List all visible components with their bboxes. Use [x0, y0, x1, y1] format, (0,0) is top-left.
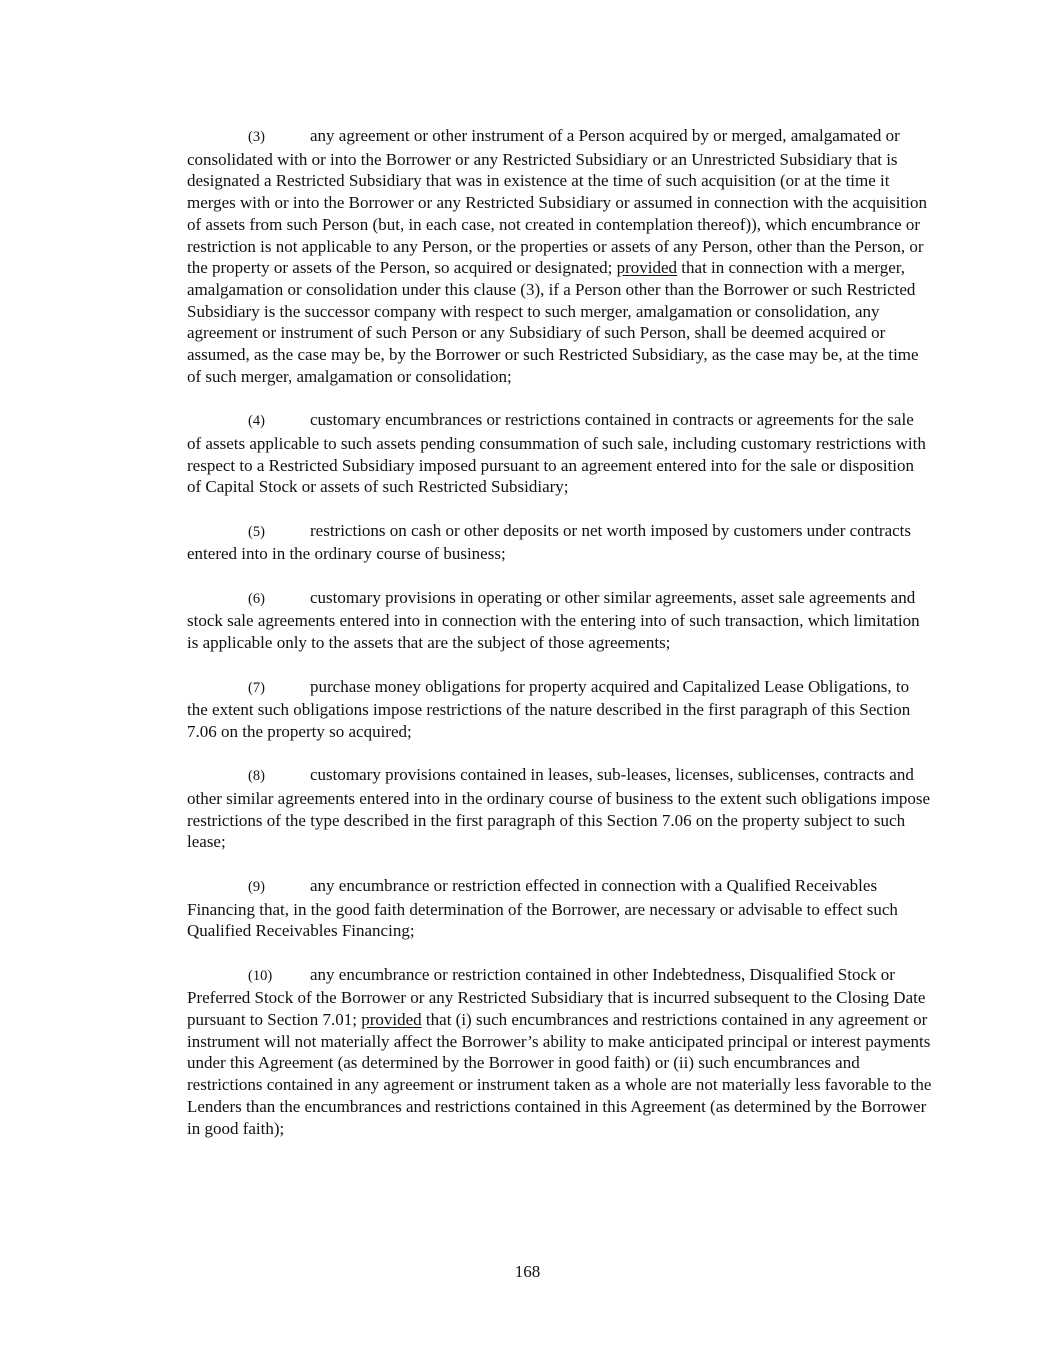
clause-text: that (i) such encumbrances and restrictions contained in any agreement or instrument will not materially affect the Borrower’s ability to make anticipated principal or interest payments under this Agreement (as determined by the Borrower in good faith) or (ii) such encumbrances and restrictions contained in any agreement or instrument taken as a whole are not materially less favorable to the Lenders than the encumbrances and restrictions contained in this Agreement (as determined by the Borrower in good faith);	[187, 1010, 932, 1138]
clause-number: (8)	[248, 768, 265, 785]
clause-text: that in connection with a merger, amalgamation or consolidation under this clause (3), if a Person other than the Borrower or such Restricted Subsidiary is the successor company with respect to such merger, amalgamation or consolidation, any agreement or instrument of such Person or any Subsidiary of such Person, shall be deemed acquired or assumed, as the case may be, by the Borrower or such Restricted Subsidiary, as the case may be, at the time of such merger, amalgamation or consolidation;	[187, 258, 919, 386]
clause-8	[187, 764, 932, 853]
document-body	[187, 125, 932, 1161]
clause-number: (10)	[248, 967, 273, 984]
provided-term: provided	[361, 1010, 422, 1030]
clause-number: (7)	[248, 679, 265, 696]
clause-number: (6)	[248, 590, 265, 607]
clause-number: (9)	[248, 878, 265, 895]
clause-7	[187, 676, 932, 743]
clause-number: (4)	[248, 413, 265, 430]
clause-text: restrictions on cash or other deposits or net worth imposed by customers under contracts entered into in the ordinary course of business;	[187, 520, 912, 564]
clause-text: purchase money obligations for property acquired and Capitalized Lease Obligations, to the extent such obligations impose restrictions of the nature described in the first paragraph of this Section 7.06 on the property so acquired;	[187, 676, 911, 741]
clause-text: customary encumbrances or restrictions contained in contracts or agreements for the sale of assets applicable to such assets pending consummation of such sale, including customary restrictions with respect to a Restricted Subsidiary imposed pursuant to an agreement entered into for the sale or disposition of Capital Stock or assets of such Restricted Subsidiary;	[187, 410, 926, 497]
clause-10	[187, 964, 932, 1140]
page-number: 168	[514, 1262, 541, 1281]
clause-text: customary provisions contained in leases, sub-leases, licenses, sublicenses, contracts and other similar agreements entered into in the ordinary course of business to the extent such obligations impose restrictions of the type described in the first paragraph of this Section 7.06 on the property subject to such lease;	[187, 765, 931, 852]
clause-number: (3)	[248, 129, 265, 145]
clause-5	[187, 520, 932, 565]
clause-text: any agreement or other instrument of a Person acquired by or merged, amalgamated or consolidated with or into the Borrower or any Restricted Subsidiary or an Unrestricted Subsidiary that is designated a Restricted Subsidiary that was in existence at the time of such acquisition (or at the time it merges with or into the Borrower or any Restricted Subsidiary or assumed in connection with the acquisition of assets from such Person (but, in each case, not created in contemplation thereof)), which encumbrance or restriction is not applicable to any Person, or the properties or assets of any Person, other than the Person, or the property or assets of the Person, so acquired or designated;	[187, 126, 927, 278]
clause-9	[187, 875, 932, 942]
provided-term: provided	[616, 258, 678, 278]
clause-text: any encumbrance or restriction contained in other Indebtedness, Disqualified Stock or Preferred Stock of the Borrower or any Restricted Subsidiary that is incurred subsequent to the Closing Date pursuant to Section 7.01;	[187, 964, 926, 1030]
clause-text: any encumbrance or restriction effected in connection with a Qualified Receivables Financing that, in the good faith determination of the Borrower, are necessary or advisable to effect such Qualified Receivables Financing;	[187, 875, 898, 941]
clause-4	[187, 409, 932, 498]
clause-text: customary provisions in operating or other similar agreements, asset sale agreements and stock sale agreements entered into in connection with the entering into of such transaction, which limitation is applicable only to the assets that are the subject of those agreements;	[187, 587, 920, 653]
clause-6	[187, 587, 932, 654]
clause-number: (5)	[248, 523, 265, 540]
clause-3	[187, 125, 932, 387]
